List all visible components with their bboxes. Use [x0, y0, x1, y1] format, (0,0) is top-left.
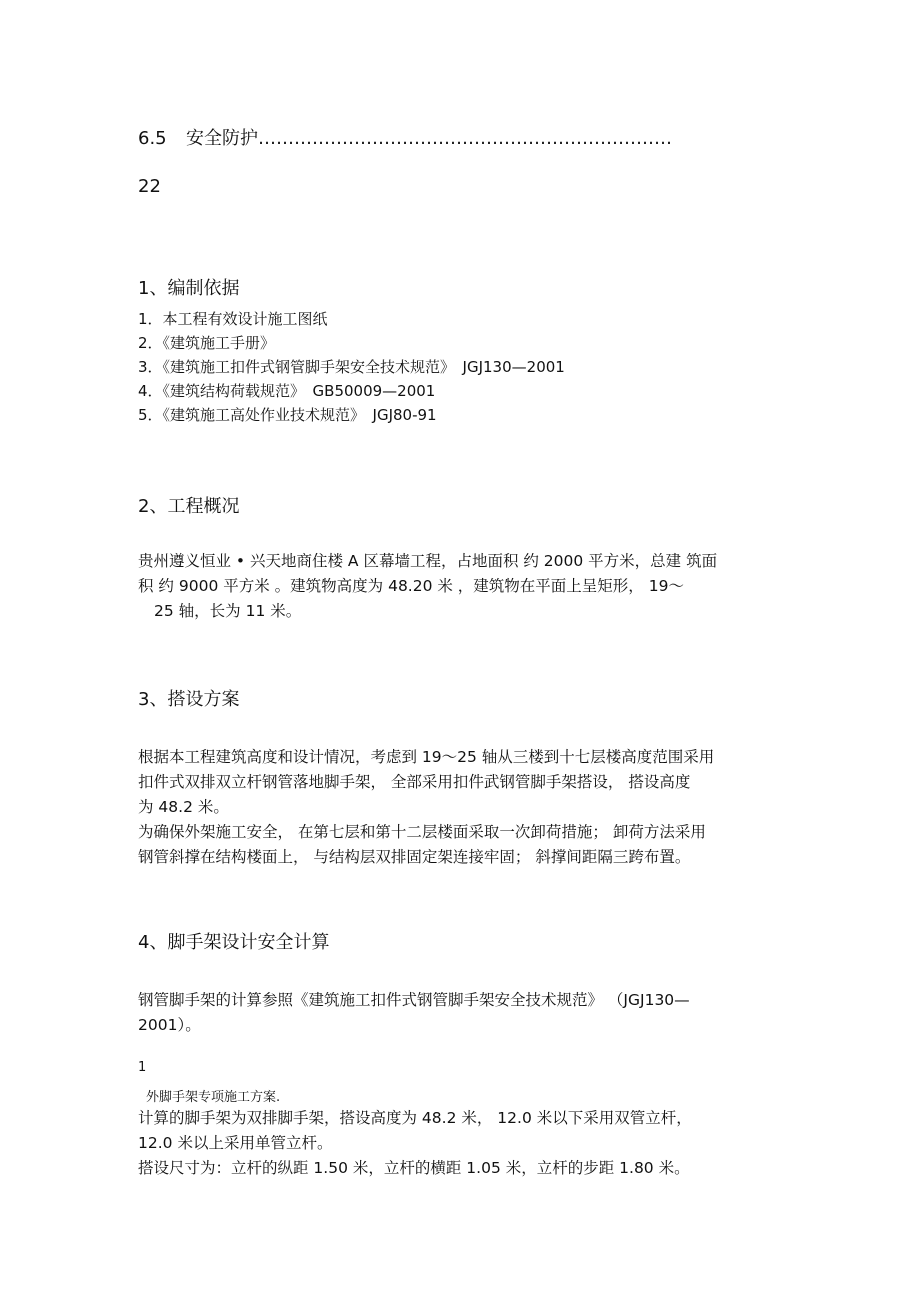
overview-line-1: 贵州遵义恒业 • 兴天地商住楼 A 区幕墙工程，占地面积 约 2000 平方米，总建 筑面	[138, 552, 718, 570]
calc-reference-line-1: 钢管脚手架的计算参照《建筑施工扣件式钢管脚手架安全技术规范》 （JGJ130—	[138, 991, 690, 1009]
plan-line: 扣件式双排双立杆钢管落地脚手架， 全部采用扣件武钢管脚手架搭设， 搭设高度	[138, 773, 691, 791]
section-2-heading: 2、工程概况	[138, 496, 240, 517]
plan-line: 根据本工程建筑高度和设计情况，考虑到 19～25 轴从三楼到十七层楼高度范围采用	[138, 748, 715, 766]
reference-item: 1．本工程有效设计施工图纸	[138, 310, 328, 328]
document-title: 外脚手架专项施工方案.	[146, 1090, 281, 1105]
overview-line-3: 25 轴，长为 11 米。	[154, 602, 302, 620]
toc-number: 6.5	[138, 128, 167, 149]
plan-line: 为 48.2 米。	[138, 798, 229, 816]
reference-item: 3．《建筑施工扣件式钢管脚手架安全技术规范》 JGJ130—2001	[138, 358, 565, 376]
toc-leader-dots: ……………………………………………………………	[258, 128, 672, 149]
overview-line-2: 积 约 9000 平方米 。建筑物高度为 48.20 米 ，建筑物在平面上呈矩形， 19～	[138, 577, 684, 595]
calc-detail-line: 12.0 米以上采用单管立杆。	[138, 1134, 333, 1152]
toc-page-number: 22	[138, 176, 161, 197]
toc-title: 安全防护	[186, 128, 258, 149]
reference-item: 5．《建筑施工高处作业技术规范》 JGJ80-91	[138, 406, 437, 424]
page-number: 1	[138, 1060, 147, 1075]
calc-detail-line: 搭设尺寸为：立杆的纵距 1.50 米，立杆的横距 1.05 米，立杆的步距 1.80 米。	[138, 1159, 690, 1177]
reference-item: 4．《建筑结构荷载规范》 GB50009—2001	[138, 382, 436, 400]
plan-line: 为确保外架施工安全， 在第七层和第十二层楼面采取一次卸荷措施； 卸荷方法采用	[138, 823, 706, 841]
calc-reference-line-2: 2001）。	[138, 1016, 201, 1034]
calc-detail-line: 计算的脚手架为双排脚手架，搭设高度为 48.2 米， 12.0 米以下采用双管立杆，	[138, 1109, 692, 1127]
section-3-heading: 3、搭设方案	[138, 689, 240, 710]
toc-entry	[138, 124, 672, 150]
section-1-heading: 1、编制依据	[138, 278, 240, 299]
plan-line: 钢管斜撑在结构楼面上， 与结构层双排固定架连接牢固； 斜撑间距隔三跨布置。	[138, 848, 691, 866]
reference-item: 2．《建筑施工手册》	[138, 334, 276, 352]
section-4-heading: 4、脚手架设计安全计算	[138, 932, 330, 953]
